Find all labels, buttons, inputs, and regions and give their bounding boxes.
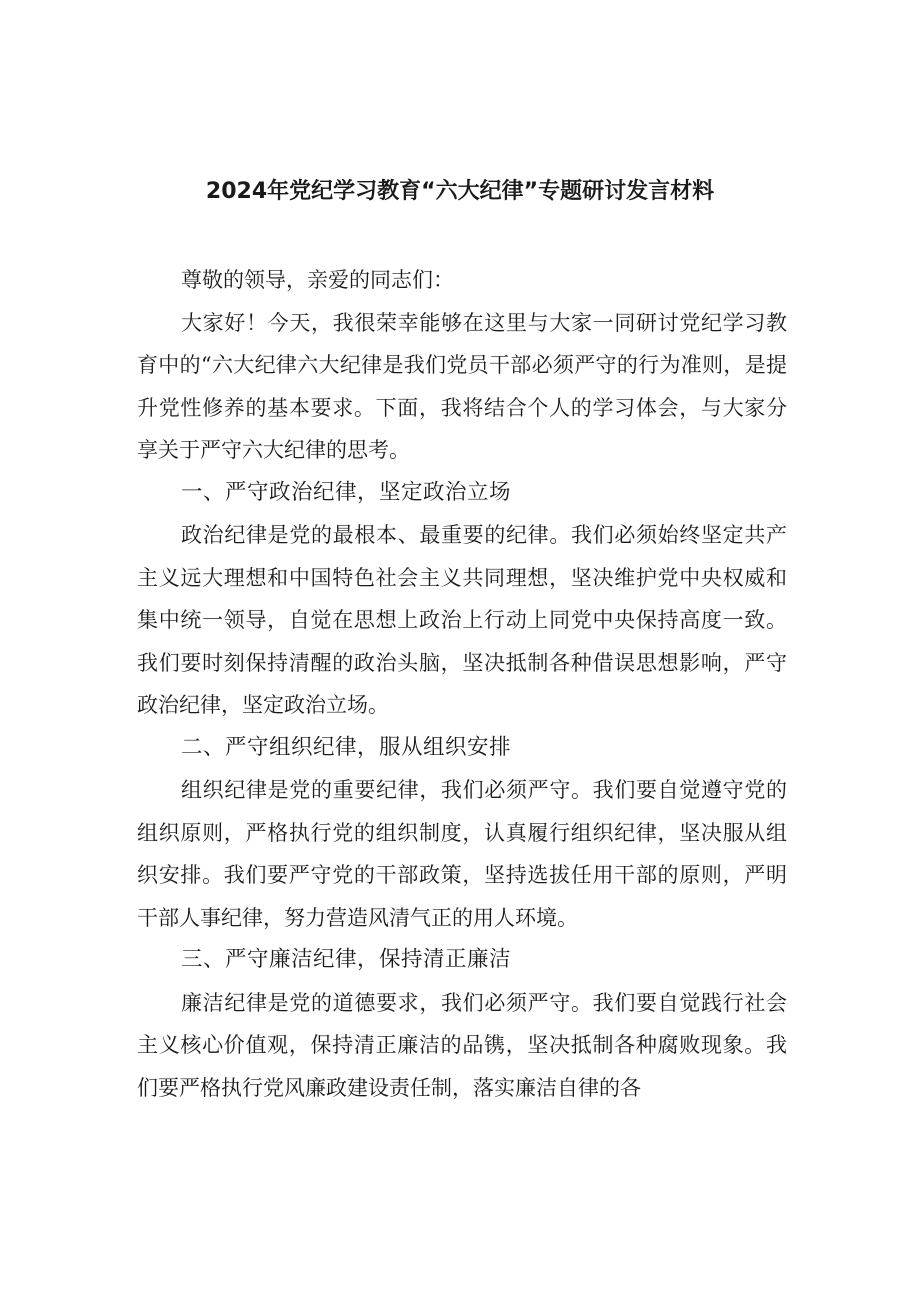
section-paragraph-3: 廉洁纪律是党的道德要求，我们必须严守。我们要自觉践行社会主义核心价值观，保持清正廉洁的品镌，坚决抵制各种腐败现象。我们要严格执行党风廉政建设责任制，落实廉洁自律的各 (137, 990, 787, 1100)
section-heading-2: 二、严守组织纪律，服从组织安排 (181, 734, 512, 760)
section-paragraph-2: 组织纪律是党的重要纪律，我们必须严守。我们要自觉遵守党的组织原则，严格执行党的组织制度，认真履行组织纪律，坚决服从组织安排。我们要严守党的干部政策，坚持选拔任用干部的原则，严明干部人事纪律，努力营造风清气正的用人环境。 (137, 778, 787, 930)
salutation: 尊敬的领导，亲爱的同志们： (181, 268, 454, 292)
section-paragraph-1: 政治纪律是党的最根本、最重要的纪律。我们必须始终坚定共产主义远大理想和中国特色社会主义共同理想，坚决维护党中央权威和集中统一领导，自觉在思想上政治上行动上同党中央保持高度一致。我们要时刻保持清醒的政治头脑，坚决抵制各种借误思想影响，严守政治纪律，坚定政治立场。 (137, 523, 787, 717)
section-heading-1: 一、严守政治纪律，坚定政治立场 (181, 479, 512, 505)
document-body (137, 259, 787, 1109)
section-heading-3: 三、严守廉洁纪律，保持清正廉洁 (181, 947, 512, 972)
document-title: 2024年党纪学习教育“六大纪律”专题研讨发言材料 (205, 179, 715, 204)
intro-paragraph: 大家好！今天，我很荣幸能够在这里与大家一同研讨党纪学习教育中的“六大纪律六大纪律是我们党员干部必须严守的行为准则，是提升党性修养的基本要求。下面，我将结合个人的学习体会，与大家分享关于严守六大纪律的思考。 (137, 310, 787, 462)
